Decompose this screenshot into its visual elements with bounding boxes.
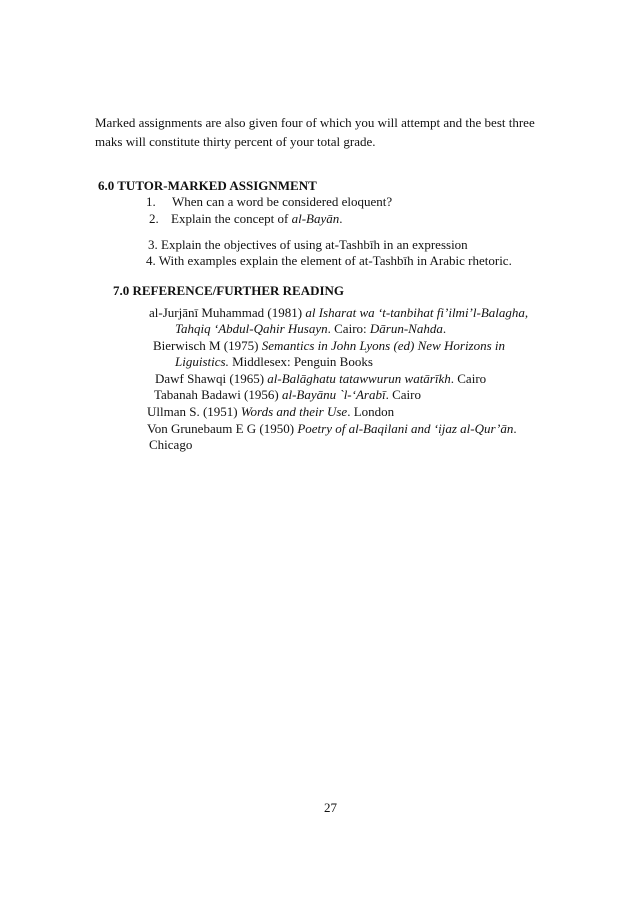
reference-4: [154, 387, 421, 403]
reference-1-title-cont: Tahqiq ‘Abdul-Qahir Husayn: [175, 321, 328, 336]
tma-question-2: [149, 211, 343, 227]
tma-question-1: [146, 194, 393, 210]
reference-3-title: al-Balāghatu tatawwurun watārīkh: [267, 371, 451, 386]
tma-question-1-text: When can a word be considered eloquent?: [172, 194, 393, 209]
reference-2-title: Semantics in John Lyons (ed) New Horizons in: [261, 338, 506, 353]
reference-6-end: .: [513, 421, 517, 436]
reference-5-place: . London: [347, 404, 395, 419]
tma-heading: 6.0 TUTOR-MARKED ASSIGNMENT: [98, 178, 317, 193]
reference-6-title: Poetry of al-Baqilani and ‘ijaz al-Qur’ān: [297, 421, 514, 436]
reference-5-author: Ullman S. (1951): [147, 404, 241, 419]
reference-1-publisher: Dārun-Nahda: [369, 321, 443, 336]
reference-6: [147, 421, 517, 437]
page-number: 27: [324, 800, 337, 815]
reference-5: [147, 404, 394, 420]
reference-1-author: al-Jurjānī Muhammad (1981): [149, 305, 306, 320]
reference-4-author: Tabanah Badawi (1956): [154, 387, 282, 402]
reference-1-place: . Cairo:: [327, 321, 370, 336]
reference-6-place: Chicago: [149, 437, 193, 452]
references-heading: 7.0 REFERENCE/FURTHER READING: [113, 283, 345, 298]
reference-3-place: . Cairo: [450, 371, 487, 386]
reference-3: [155, 371, 486, 387]
reference-4-place: . Cairo: [385, 387, 421, 402]
intro-line-2: maks will constitute thirty percent of your total grade.: [95, 134, 376, 149]
reference-2-publisher: Middlesex: Penguin Books: [228, 354, 373, 369]
tma-question-2-text-pre: Explain the concept of: [171, 211, 292, 226]
tma-question-3: 3. Explain the objectives of using at-Tashbīh in an expression: [148, 237, 468, 252]
reference-2-author: Bierwisch M (1975): [153, 338, 262, 353]
reference-2-title-cont: Liguistics.: [175, 354, 229, 369]
reference-1-title: al Isharat wa ‘t-tanbihat fi’ilmi’l-Balagha,: [305, 305, 529, 320]
reference-3-author: Dawf Shawqi (1965): [155, 371, 268, 386]
reference-4-title: al-Bayānu `l-‘Arabī: [281, 387, 386, 402]
reference-1-end: .: [442, 321, 447, 336]
tma-question-2-text: [171, 211, 342, 227]
reference-2-line-2: [175, 354, 373, 370]
intro-line-1: Marked assignments are also given four of which you will attempt and the best three: [95, 115, 535, 130]
tma-question-1-number: 1.: [146, 194, 156, 209]
tma-question-2-text-post: .: [339, 211, 343, 226]
reference-5-title: Words and their Use: [240, 404, 348, 419]
reference-1-line-2: [175, 321, 446, 337]
tma-question-2-number: 2.: [149, 211, 159, 226]
reference-2-line-1: [153, 338, 505, 354]
tma-question-2-term: al-Bayān: [291, 211, 340, 226]
reference-6-author: Von Grunebaum E G (1950): [147, 421, 298, 436]
tma-question-4: 4. With examples explain the element of at-Tashbīh in Arabic rhetoric.: [146, 253, 512, 268]
reference-1-line-1: [149, 305, 528, 321]
